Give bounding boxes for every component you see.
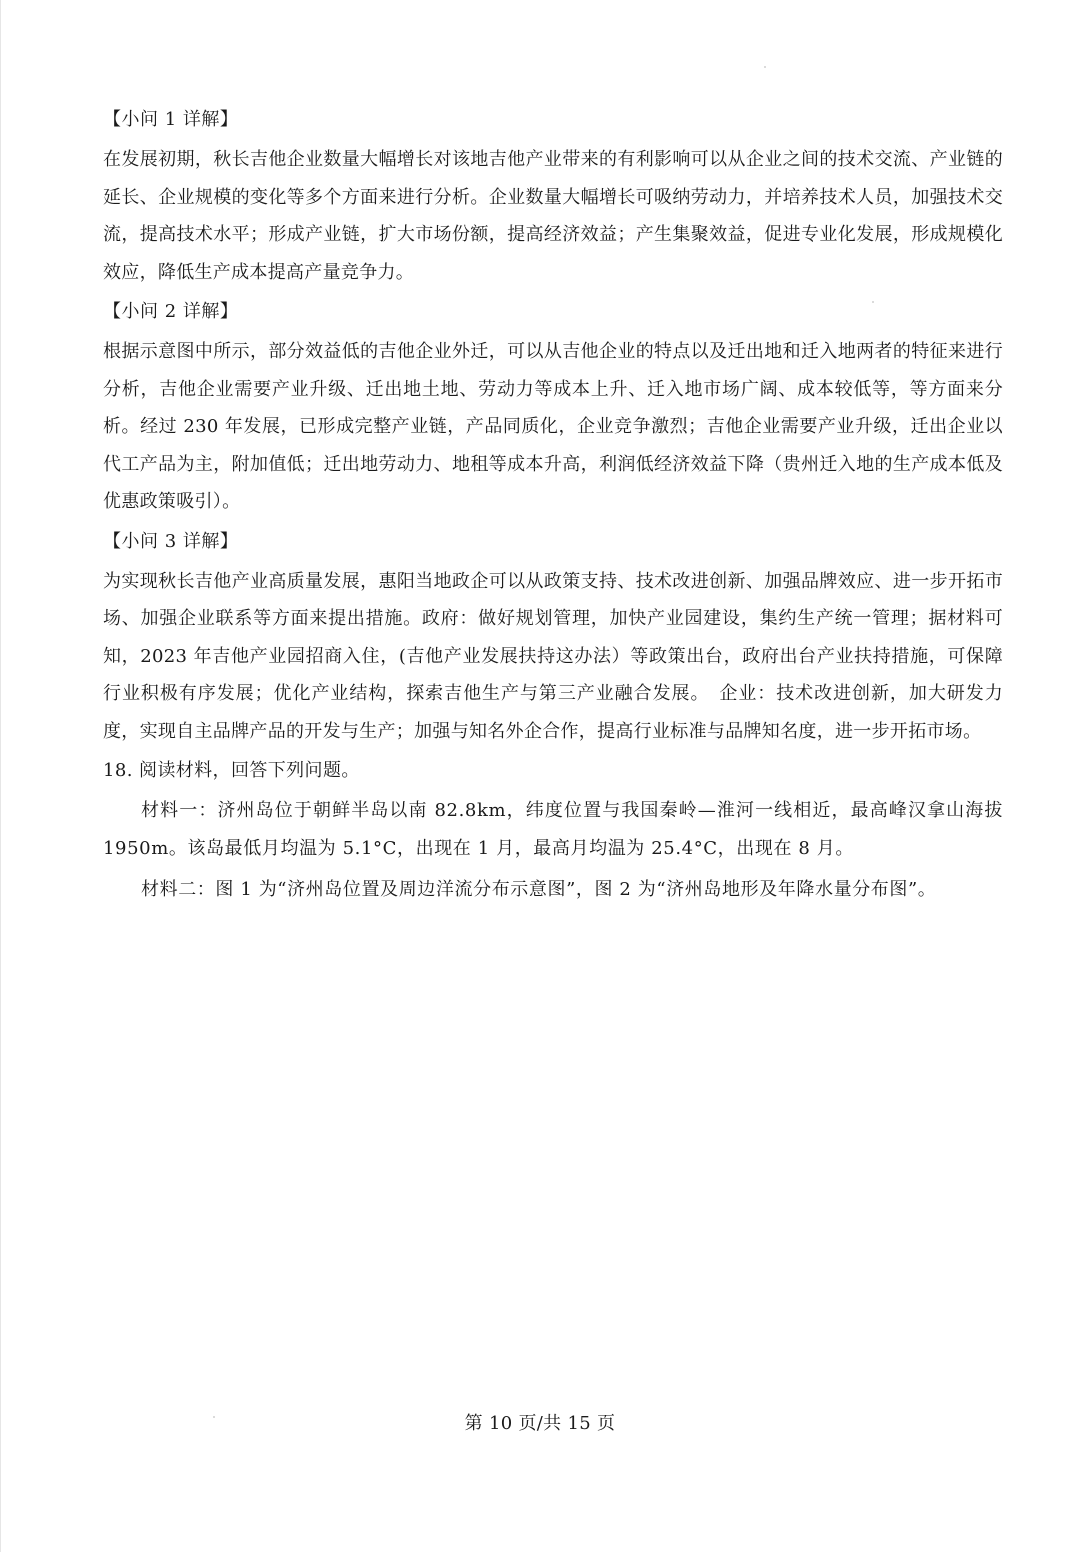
section1-body: 在发展初期，秋长吉他企业数量大幅增长对该地吉他产业带来的有利影响可以从企业之间的技术交流、产业链的延长、企业规模的变化等多个方面来进行分析。企业数量大幅增长可吸纳劳动力，并培养技术人员，加强技术交流，提高技术水平；形成产业链，扩大市场份额，提高经济效益；产生集聚效益，促进专业化发展，形成规模化效应，降低生产成本提高产量竞争力。 bbox=[103, 149, 1003, 283]
page-number-footer: 第 10 页/共 15 页 bbox=[464, 1413, 616, 1434]
document-content bbox=[103, 103, 1003, 913]
section1-heading: 【小问 1 详解】 bbox=[103, 109, 239, 130]
question-18-title: 18. 阅读材料，回答下列问题。 bbox=[103, 760, 360, 781]
material-2: 材料二：图 1 为“济州岛位置及周边洋流分布示意图”，图 2 为“济州岛地形及年降水量分布图”。 bbox=[141, 879, 937, 900]
scan-left-edge bbox=[0, 0, 1, 1552]
section2-heading: 【小问 2 详解】 bbox=[103, 301, 239, 322]
section3-heading: 【小问 3 详解】 bbox=[103, 530, 239, 552]
section3-body: 为实现秋长吉他产业高质量发展，惠阳当地政企可以从政策支持、技术改进创新、加强品牌效应、进一步开拓市场、加强企业联系等方面来提出措施。政府：做好规划管理，加快产业园建设，集约生产统一管理；据材料可知，2023 年吉他产业园招商入住，(吉他产业发展扶持这办法）等政策出台，政府出台产业扶持措施，可保障行业积极有序发展；优化产业结构，探索吉他生产与第三产业融合发展。 企业：技术改进创新，加大研发力度，实现自主品牌产品的开发与生产；加强与知名外企合作，提高行业标准与品牌知名度，进一步开拓市场。 bbox=[103, 570, 1003, 742]
material-1: 材料一：济州岛位于朝鲜半岛以南 82.8km，纬度位置与我国秦岭—淮河一线相近，最高峰汉拿山海拔 1950m。该岛最低月均温为 5.1°C，出现在 1 月，最高月均温为 25.4°C，出现在 8 月。 bbox=[103, 800, 1003, 859]
section2-body: 根据示意图中所示，部分效益低的吉他企业外迁，可以从吉他企业的特点以及迁出地和迁入地两者的特征来进行分析，吉他企业需要产业升级、迁出地土地、劳动力等成本上升、迁入地市场广阔、成本较低等，等方面来分析。经过 230 年发展，已形成完整产业链，产品同质化，企业竞争激烈；吉他企业需要产业升级，迁出企业以代工产品为主，附加值低；迁出地劳动力、地租等成本升高，利润低经济效益下降（贵州迁入地的生产成本低及优惠政策吸引）。 bbox=[103, 341, 1003, 512]
scan-speck bbox=[764, 66, 766, 68]
